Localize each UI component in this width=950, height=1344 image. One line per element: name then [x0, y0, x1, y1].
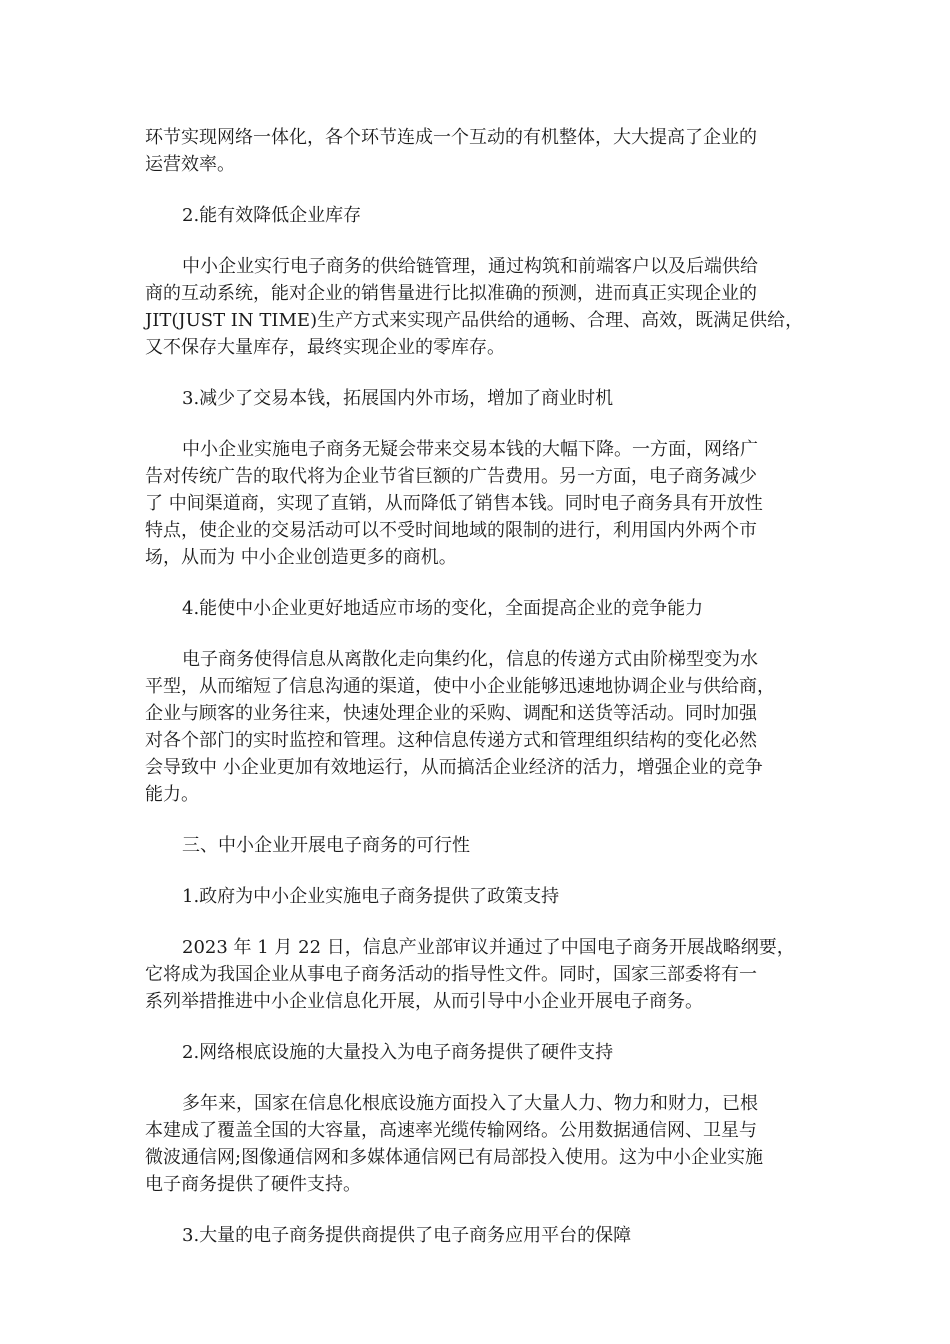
- paragraph: [145, 1090, 821, 1198]
- text-line: 告对传统广告的取代将为企业节省巨额的广告费用。另一方面，电子商务减少: [145, 466, 757, 487]
- paragraph: [145, 253, 821, 361]
- text-line: 2023 年 1 月 22 日，信息产业部审议并通过了中国电子商务开展战略纲要，: [182, 937, 795, 958]
- text-line: 多年来，国家在信息化根底设施方面投入了大量人力、物力和财力，已根: [182, 1093, 758, 1114]
- text-line: 1.政府为中小企业实施电子商务提供了政策支持: [182, 886, 560, 907]
- text-line: 对各个部门的实时监控和管理。这种信息传递方式和管理组织结构的变化必然: [145, 730, 757, 751]
- paragraph: [145, 646, 821, 808]
- text-line: 它将成为我国企业从事电子商务活动的指导性文件。同时，国家三部委将有一: [145, 964, 757, 985]
- text-line: JIT(JUST IN TIME)生产方式来实现产品供给的通畅、合理、高效，既满足供给，: [145, 310, 804, 331]
- text-line: 场，从而为 中小企业创造更多的商机。: [145, 547, 457, 568]
- text-line: 电子商务提供了硬件支持。: [145, 1174, 361, 1195]
- text-line: 了 中间渠道商，实现了直销，从而降低了销售本钱。同时电子商务具有开放性: [145, 493, 763, 514]
- text-line: 3.大量的电子商务提供商提供了电子商务应用平台的保障: [182, 1225, 632, 1246]
- text-line: 又不保存大量库存，最终实现企业的零库存。: [145, 337, 505, 358]
- paragraph: [145, 832, 821, 859]
- text-line: 本建成了覆盖全国的大容量，高速率光缆传输网络。公用数据通信网、卫星与: [145, 1120, 757, 1141]
- text-line: 2.网络根底设施的大量投入为电子商务提供了硬件支持: [182, 1042, 614, 1063]
- paragraph: [145, 436, 821, 571]
- text-line: 2.能有效降低企业库存: [182, 205, 362, 226]
- text-line: 微波通信网;图像通信网和多媒体通信网已有局部投入使用。这为中小企业实施: [145, 1147, 764, 1168]
- text-line: 企业与顾客的业务往来，快速处理企业的采购、调配和送货等活动。同时加强: [145, 703, 757, 724]
- text-line: 会导致中 小企业更加有效地运行，从而搞活企业经济的活力，增强企业的竞争: [145, 757, 763, 778]
- text-line: 3.减少了交易本钱，拓展国内外市场，增加了商业时机: [182, 388, 614, 409]
- paragraph: [145, 1039, 821, 1066]
- document-body: [145, 124, 821, 1249]
- text-line: 中小企业实施电子商务无疑会带来交易本钱的大幅下降。一方面，网络广: [182, 439, 758, 460]
- text-line: 平型，从而缩短了信息沟通的渠道，使中小企业能够迅速地协调企业与供给商，: [145, 676, 775, 697]
- text-line: 系列举措推进中小企业信息化开展，从而引导中小企业开展电子商务。: [145, 991, 703, 1012]
- text-line: 特点，使企业的交易活动可以不受时间地域的限制的进行，利用国内外两个市: [145, 520, 757, 541]
- text-line: 4.能使中小企业更好地适应市场的变化，全面提高企业的竞争能力: [182, 598, 704, 619]
- text-line: 环节实现网络一体化，各个环节连成一个互动的有机整体，大大提高了企业的: [145, 127, 757, 148]
- text-line: 三、中小企业开展电子商务的可行性: [182, 835, 470, 856]
- text-line: 运营效率。: [145, 154, 235, 175]
- paragraph: [145, 595, 821, 622]
- text-line: 中小企业实行电子商务的供给链管理，通过构筑和前端客户以及后端供给: [182, 256, 758, 277]
- text-line: 能力。: [145, 784, 199, 805]
- paragraph: [145, 124, 821, 178]
- paragraph: [145, 934, 821, 1015]
- text-line: 电子商务使得信息从离散化走向集约化，信息的传递方式由阶梯型变为水: [182, 649, 758, 670]
- paragraph: [145, 883, 821, 910]
- paragraph: [145, 202, 821, 229]
- paragraph: [145, 385, 821, 412]
- text-line: 商的互动系统，能对企业的销售量进行比拟准确的预测，进而真正实现企业的: [145, 283, 757, 304]
- paragraph: [145, 1222, 821, 1249]
